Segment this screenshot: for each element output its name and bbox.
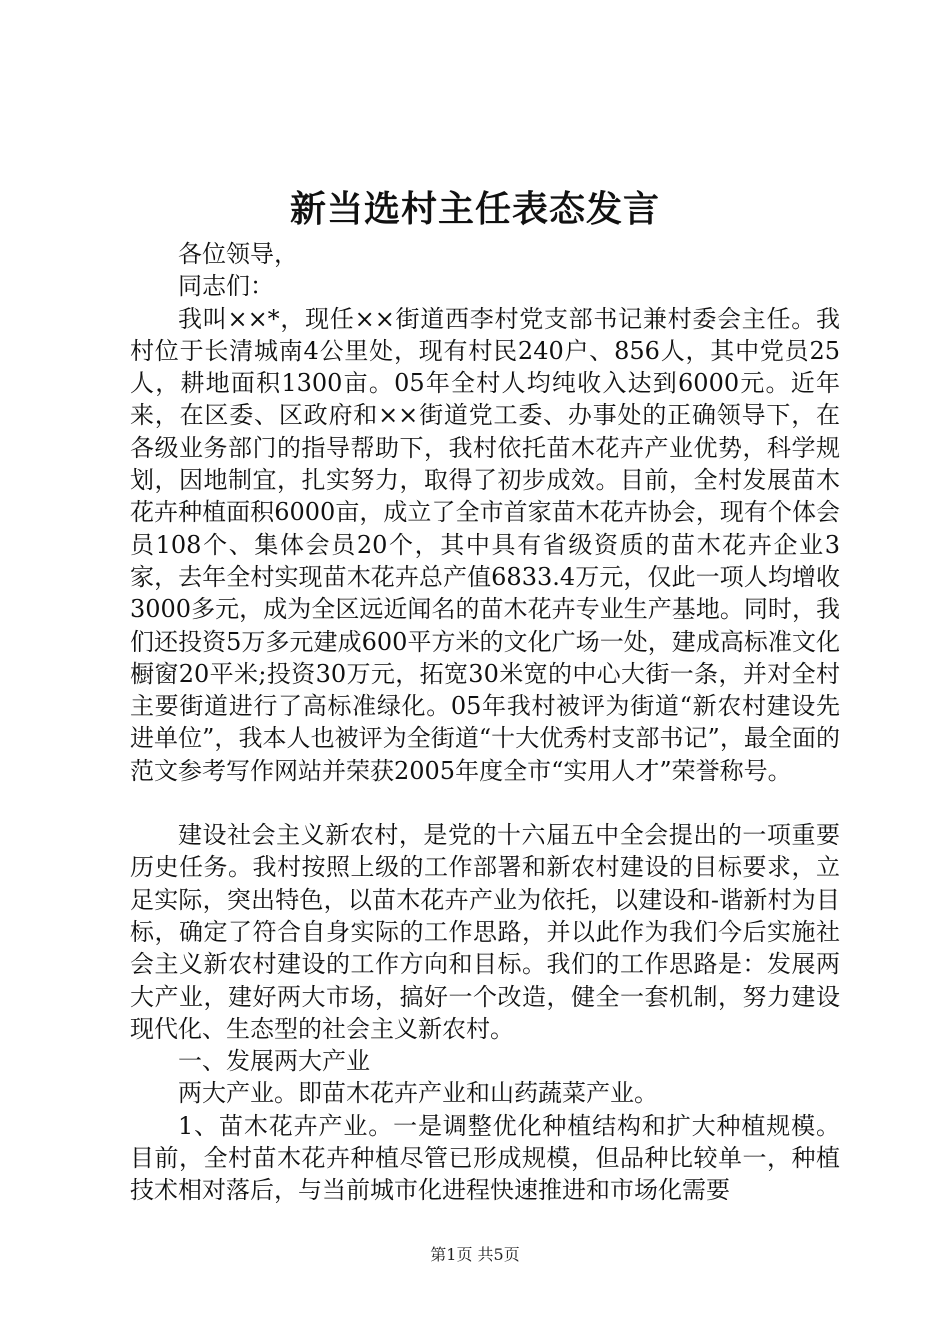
salutation-comrades: 同志们： (178, 272, 274, 301)
page-footer: 第1页 共5页 (430, 1245, 520, 1264)
document-body (130, 238, 840, 1207)
section-heading: 一、发展两大产业 (178, 1047, 370, 1076)
paragraph-introduction: 我叫××*，现任××街道西李村党支部书记兼村委会主任。我村位于长清城南4公里处，现有村民240户、856人，其中党员25人，耕地面积1300亩。05年全村人均纯收入达到6000元。近年来，在区委、区政府和××街道党工委、办事处的正确领导下，在各级业务部门的指导帮助下，我村依托苗木花卉产业优势，科学规划，因地制宜，扎实努力，取得了初步成效。目前，全村发展苗木花卉种植面积6000亩，成立了全市首家苗木花卉协会，现有个体会员108个、集体会员20个，其中具有省级资质的苗木花卉企业3家，去年全村实现苗木花卉总产值6833.4万元，仅此一项人均增收3000多元，成为全区远近闻名的苗木花卉专业生产基地。同时，我们还投资5万多元建成600平方米的文化广场一处，建成高标准文化橱窗20平米;投资30万元，拓宽30米宽的中心大街一条，并对全村主要街道进行了高标准绿化。05年我村被评为街道“新农村建设先进单位”，我本人也被评为全街道“十大优秀村支部书记”，最全面的范文参考写作网站并荣获2005年度全市“实用人才”荣誉称号。 (130, 304, 840, 785)
document-title: 新当选村主任表态发言 (289, 188, 660, 230)
paragraph-nursery-industry: 1、苗木花卉产业。一是调整优化种植结构和扩大种植规模。目前，全村苗木花卉种植尽管已形成规模，但品种比较单一，种植技术相对落后，与当前城市化进程快速推进和市场化需要 (130, 1111, 840, 1205)
paragraph-work-plan: 建设社会主义新农村，是党的十六届五中全会提出的一项重要历史任务。我村按照上级的工作部署和新农村建设的目标要求，立足实际，突出特色，以苗木花卉产业为依托，以建设和-谐新村为目标，确定了符合自身实际的工作思路，并以此作为我们今后实施社会主义新农村建设的工作方向和目标。我们的工作思路是：发展两大产业，建好两大市场，搞好一个改造，健全一套机制，努力建设现代化、生态型的社会主义新农村。 (130, 821, 840, 1043)
salutation-leaders: 各位领导， (178, 240, 298, 268)
paragraph-two-industries: 两大产业。即苗木花卉产业和山药蔬菜产业。 (178, 1079, 658, 1108)
paragraph-spacer (130, 787, 840, 819)
